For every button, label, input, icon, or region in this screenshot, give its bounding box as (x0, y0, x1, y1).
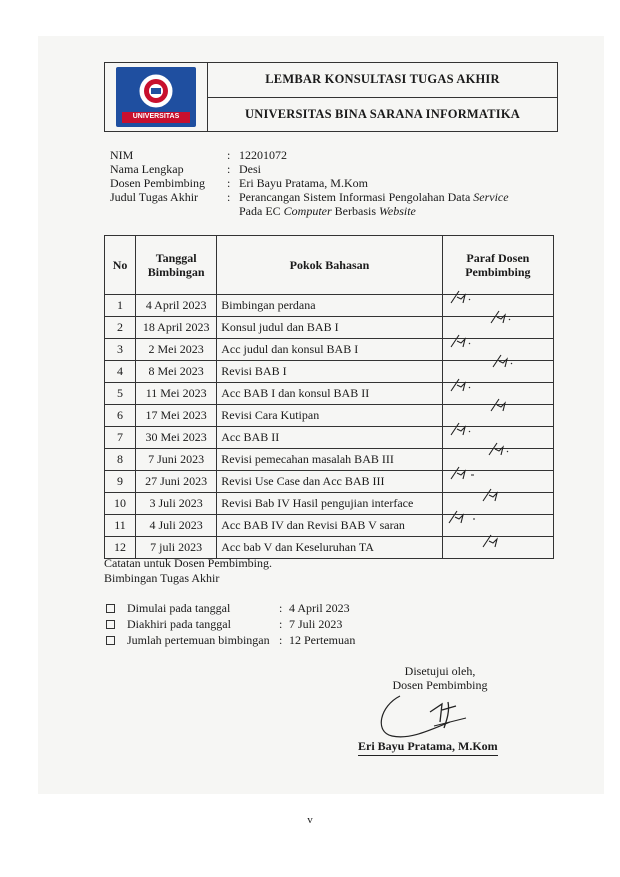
row-no: 9 (105, 471, 136, 493)
summary-list (104, 600, 355, 648)
thesis-text: Pada EC (239, 204, 281, 218)
row-date: 8 Mei 2023 (136, 361, 217, 383)
paraf-signature (443, 419, 551, 443)
row-date: 18 April 2023 (136, 317, 217, 339)
paraf-signature (443, 507, 551, 531)
notes-line-2: Bimbingan Tugas Akhir (104, 571, 220, 585)
thesis-text: Berbasis (334, 204, 376, 218)
info-row-name (110, 162, 559, 176)
nim-value: 12201072 (239, 148, 287, 162)
row-date: 4 Juli 2023 (136, 515, 217, 537)
header-titles (208, 63, 557, 131)
name-value: Desi (239, 162, 261, 176)
row-no: 5 (105, 383, 136, 405)
row-no: 12 (105, 537, 136, 559)
thesis-text: Perancangan Sistem Informasi Pengolahan Data (239, 190, 471, 204)
advisor-signature (370, 692, 490, 744)
colon: : (279, 601, 283, 615)
row-date: 30 Mei 2023 (136, 427, 217, 449)
header-sign-line2: Pembimbing (465, 265, 531, 279)
info-row-thesis (110, 190, 559, 218)
approver-role: Dosen Pembimbing (392, 678, 488, 692)
end-value: 7 Juli 2023 (289, 617, 343, 631)
row-date: 27 Juni 2023 (136, 471, 217, 493)
paraf-signature (443, 485, 551, 509)
row-date: 7 Juni 2023 (136, 449, 217, 471)
row-topic: Konsul judul dan BAB I (217, 317, 443, 339)
university-logo (116, 67, 196, 127)
row-topic: Revisi Bab IV Hasil pengujian interface (217, 493, 443, 515)
document-title: LEMBAR KONSULTASI TUGAS AKHIR (265, 72, 500, 87)
count-value: 12 Pertemuan (289, 633, 356, 647)
header-sign (442, 236, 553, 295)
nim-label: NIM (110, 148, 134, 162)
list-item (104, 600, 355, 616)
start-label: Dimulai pada tanggal (127, 601, 231, 615)
row-topic: Revisi Use Case dan Acc BAB III (217, 471, 443, 493)
row-topic: Revisi pemecahan masalah BAB III (217, 449, 443, 471)
row-date: 11 Mei 2023 (136, 383, 217, 405)
info-row-advisor (110, 176, 559, 190)
row-topic: Acc BAB I dan konsul BAB II (217, 383, 443, 405)
paraf-signature (443, 529, 551, 553)
colon: : (279, 633, 283, 647)
list-item (104, 632, 355, 648)
paraf-signature (443, 375, 551, 399)
approved-by: Disetujui oleh, (404, 664, 476, 678)
signer-name: Eri Bayu Pratama, M.Kom (358, 739, 498, 756)
row-date: 7 juli 2023 (136, 537, 217, 559)
thesis-text-italic: Website (379, 204, 416, 218)
row-date: 17 Mei 2023 (136, 405, 217, 427)
row-topic: Acc BAB IV dan Revisi BAB V saran (217, 515, 443, 537)
thesis-text-italic: Service (473, 190, 509, 204)
thesis-text-italic: Computer (283, 204, 332, 218)
row-no: 2 (105, 317, 136, 339)
colon: : (227, 176, 231, 190)
notes-line-1: Catatan untuk Dosen Pembimbing. (104, 556, 272, 570)
header-sign-line1: Paraf Dosen (466, 251, 530, 265)
paraf-signature (443, 463, 551, 487)
student-info (110, 148, 559, 218)
row-topic: Revisi Cara Kutipan (217, 405, 443, 427)
row-no: 11 (105, 515, 136, 537)
colon: : (227, 190, 231, 204)
row-no: 3 (105, 339, 136, 361)
row-topic: Revisi BAB I (217, 361, 443, 383)
paraf-signature (443, 397, 551, 421)
thesis-label: Judul Tugas Akhir (110, 190, 199, 204)
row-topic: Acc bab V dan Keseluruhan TA (217, 537, 443, 559)
header-topic: Pokok Bahasan (217, 236, 443, 295)
row-no: 8 (105, 449, 136, 471)
row-no: 6 (105, 405, 136, 427)
page-number: v (307, 814, 313, 826)
thesis-title (239, 190, 559, 218)
row-date: 4 April 2023 (136, 295, 217, 317)
row-no: 10 (105, 493, 136, 515)
checkbox-icon (106, 636, 115, 645)
row-no: 7 (105, 427, 136, 449)
paraf-signature (443, 309, 551, 333)
header-no: No (105, 236, 136, 295)
advisor-notes (104, 556, 272, 586)
university-name: UNIVERSITAS BINA SARANA INFORMATIKA (208, 97, 557, 132)
colon: : (279, 617, 283, 631)
row-topic: Acc BAB II (217, 427, 443, 449)
header-date (136, 236, 217, 295)
header-date-line2: Bimbingan (147, 265, 205, 279)
paraf-signature (443, 353, 551, 377)
document-header (104, 62, 558, 132)
paraf-signature (443, 287, 551, 311)
row-signature (442, 537, 553, 559)
count-label: Jumlah pertemuan bimbingan (127, 633, 270, 647)
end-label: Diakhiri pada tanggal (127, 617, 231, 631)
row-topic: Acc judul dan konsul BAB I (217, 339, 443, 361)
checkbox-icon (106, 620, 115, 629)
checkbox-icon (106, 604, 115, 613)
table-header (105, 236, 554, 295)
row-no: 1 (105, 295, 136, 317)
colon: : (227, 148, 231, 162)
row-date: 3 Juli 2023 (136, 493, 217, 515)
logo-cell (105, 63, 208, 131)
advisor-value: Eri Bayu Pratama, M.Kom (239, 176, 368, 190)
row-date: 2 Mei 2023 (136, 339, 217, 361)
name-label: Nama Lengkap (110, 162, 184, 176)
info-row-nim (110, 148, 559, 162)
colon: : (227, 162, 231, 176)
list-item (104, 616, 355, 632)
approval-block (372, 664, 508, 692)
logo-text: UNIVERSITAS (132, 113, 180, 120)
paraf-signature (443, 441, 551, 465)
header-date-line1: Tanggal (155, 251, 197, 265)
row-topic: Bimbingan perdana (217, 295, 443, 317)
start-value: 4 April 2023 (289, 601, 350, 615)
paraf-signature (443, 331, 551, 355)
consultation-table (104, 235, 554, 559)
advisor-label: Dosen Pembimbing (110, 176, 205, 190)
row-no: 4 (105, 361, 136, 383)
